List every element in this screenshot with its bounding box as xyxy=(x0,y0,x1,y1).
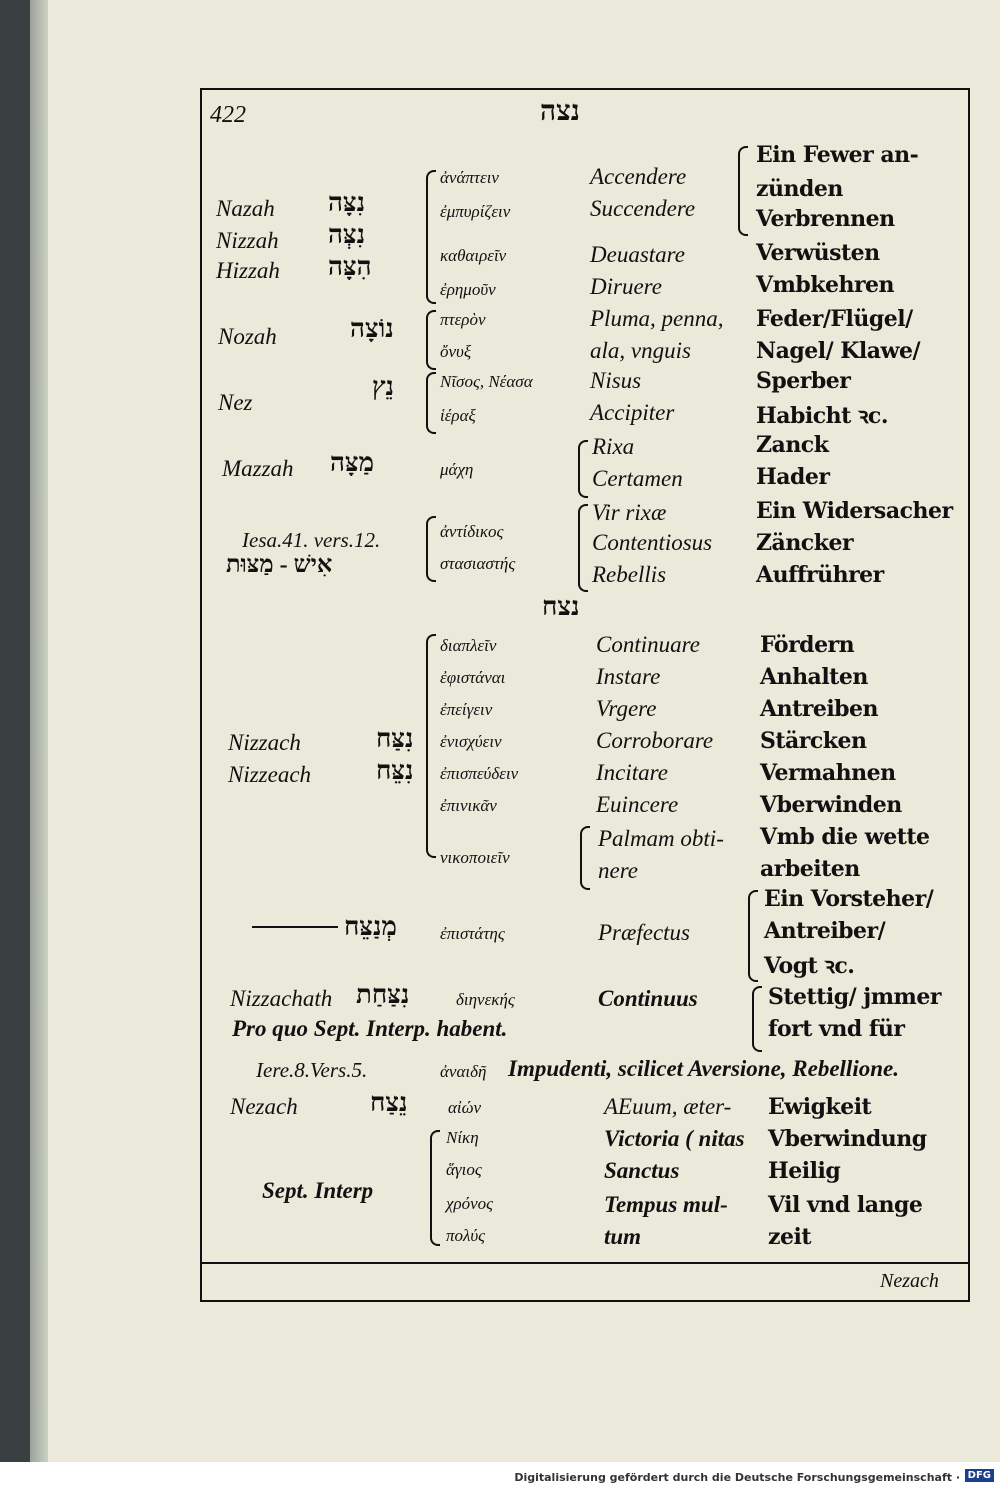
hebrew-word: נִצָּה xyxy=(328,188,366,217)
german-word: zünden xyxy=(756,176,843,202)
brace xyxy=(580,826,590,890)
hebrew-word: הִצָּה xyxy=(328,252,372,281)
footer-credit: Digitalisierung gefördert durch die Deutsche Forschungsgemeinschaft · xyxy=(514,1471,960,1484)
german-word: Vmbkehren xyxy=(756,272,895,298)
greek-word: καθαιρεῖν xyxy=(440,246,507,265)
brace xyxy=(748,890,758,982)
latin-word: nere xyxy=(598,858,639,883)
note-line: Pro quo Sept. Interp. habent. xyxy=(232,1016,508,1041)
greek-word: πολύς xyxy=(446,1226,486,1245)
hebrew-word: נִצֵּח xyxy=(376,756,414,785)
greek-word: ὄνυξ xyxy=(440,342,472,361)
section-heading: נצח xyxy=(542,592,580,621)
translit: Nizzach xyxy=(228,730,301,755)
german-word: Zäncker xyxy=(756,530,854,556)
bottom-rule xyxy=(200,1262,968,1264)
latin-word: Euincere xyxy=(596,792,679,817)
greek-word: Νίκη xyxy=(446,1128,479,1147)
latin-word: Diruere xyxy=(590,274,662,299)
german-word: Vil vnd lange xyxy=(768,1192,923,1218)
footer-bar xyxy=(0,1462,1000,1492)
german-word: Vberwinden xyxy=(760,792,902,818)
brace xyxy=(578,440,588,498)
hebrew-word: מְנַצֵּח xyxy=(344,912,397,941)
brace xyxy=(738,146,748,236)
header-hebrew: נצה xyxy=(540,96,580,127)
translit: Hizzah xyxy=(216,258,280,283)
german-word: Antreiben xyxy=(760,696,879,722)
latin-word: Tempus mul- xyxy=(604,1192,728,1217)
brace xyxy=(430,1130,440,1246)
latin-word: Certamen xyxy=(592,466,683,491)
latin-word: Accendere xyxy=(590,164,687,189)
german-word: Ewigkeit xyxy=(768,1094,872,1120)
german-word: fort vnd für xyxy=(768,1016,905,1042)
greek-word: νικοποιεῖν xyxy=(440,848,510,867)
latin-word: Sanctus xyxy=(604,1158,680,1183)
latin-word: AEuum, æter- xyxy=(604,1094,732,1119)
german-word: Hader xyxy=(756,464,830,490)
greek-word: χρόνος xyxy=(446,1194,494,1213)
brace xyxy=(426,170,436,304)
latin-word: Continuare xyxy=(596,632,700,657)
greek-word: πτερὸν xyxy=(440,310,486,329)
translit: Nazah xyxy=(216,196,275,221)
greek-word: ἐρημοῦν xyxy=(440,280,496,299)
brace xyxy=(426,516,436,582)
german-word: Stettig/ jmmer xyxy=(768,984,941,1010)
brace xyxy=(752,986,762,1052)
translit: Nizzeach xyxy=(228,762,312,787)
greek-word: διηνεκής xyxy=(456,990,515,1009)
german-word: Ein Vorsteher/ xyxy=(764,886,934,912)
greek-word: ἐπείγειν xyxy=(440,700,493,719)
german-word: Sperber xyxy=(756,368,851,394)
hebrew-word: נִצַּח xyxy=(376,724,414,753)
german-word: Vberwindung xyxy=(768,1126,927,1152)
sept-label: Sept. Interp xyxy=(262,1178,374,1203)
dash-rule xyxy=(252,926,338,928)
german-word: Zanck xyxy=(756,432,829,458)
catchword: Nezach xyxy=(880,1270,939,1292)
greek-word: ἅγιος xyxy=(446,1160,482,1179)
translit: Nezach xyxy=(230,1094,298,1119)
scan-left-edge xyxy=(0,0,30,1462)
translit: Nez xyxy=(218,390,253,415)
greek-word: διαπλεῖν xyxy=(440,636,497,655)
german-word: Habicht ꝛc. xyxy=(756,403,888,429)
latin-word: Nisus xyxy=(590,368,642,393)
latin-word: Corroborare xyxy=(596,728,714,753)
german-word: Antreiber/ xyxy=(764,918,886,944)
german-word: Verwüsten xyxy=(756,240,880,266)
latin-word: Rebellis xyxy=(592,562,667,587)
german-word: Vmb die wette xyxy=(760,824,930,850)
latin-word: Accipiter xyxy=(590,400,675,425)
greek-word: ἐπινικᾶν xyxy=(440,796,497,815)
german-word: Stärcken xyxy=(760,728,867,754)
greek-word: αἰών xyxy=(448,1098,482,1117)
latin-word: Palmam obti- xyxy=(598,826,724,851)
greek-word: ἀναιδῆ xyxy=(440,1062,487,1081)
hebrew-word: מַצָּה xyxy=(330,448,374,477)
brace xyxy=(426,372,436,434)
german-word: Vermahnen xyxy=(760,760,896,786)
latin-word: Rixa xyxy=(592,434,635,459)
german-word: Feder/Flügel/ xyxy=(756,306,913,332)
latin-word: Incitare xyxy=(596,760,668,785)
hebrew-word: נִצַּחַת xyxy=(356,980,410,1009)
latin-word: Instare xyxy=(596,664,661,689)
translit: Nizzachath xyxy=(230,986,333,1011)
brace xyxy=(426,634,436,858)
latin-word: tum xyxy=(604,1224,642,1249)
hebrew-phrase: אִישׁ - מַצּוּת xyxy=(226,552,333,578)
hebrew-word: נֵצַח xyxy=(370,1088,408,1117)
reference: Iere.8.Vers.5. xyxy=(256,1058,368,1082)
greek-word: ἐπισπεύδειν xyxy=(440,764,519,783)
german-word: arbeiten xyxy=(760,856,860,882)
reference: Iesa.41. vers.12. xyxy=(242,528,381,552)
dfg-logo: DFG xyxy=(965,1469,994,1482)
page-number: 422 xyxy=(210,102,246,128)
german-word: Anhalten xyxy=(760,664,868,690)
brace xyxy=(426,310,436,370)
german-word: Verbrennen xyxy=(756,206,895,232)
latin-word: Vrgere xyxy=(596,696,657,721)
german-word: Fördern xyxy=(760,632,855,658)
translit: Mazzah xyxy=(222,456,294,481)
greek-word: ἀντίδικος xyxy=(440,522,504,541)
german-word: Nagel/ Klawe/ xyxy=(756,338,920,364)
german-word: Ein Widersacher xyxy=(756,498,953,524)
greek-word: ἐφιστάναι xyxy=(440,668,506,687)
german-word: Ein Fewer an- xyxy=(756,142,919,168)
latin-word: Vir rixæ xyxy=(592,500,667,525)
hebrew-word: נֵץ xyxy=(372,372,395,401)
german-word: Vogt ꝛc. xyxy=(764,953,855,979)
latin-word: Continuus xyxy=(598,986,698,1011)
latin-word: Præfectus xyxy=(598,920,690,945)
latin-word: Deuastare xyxy=(590,242,685,267)
greek-word: στασιαστής xyxy=(440,554,516,573)
greek-word: ἱέραξ xyxy=(440,406,476,425)
brace xyxy=(578,504,588,592)
german-word: Heilig xyxy=(768,1158,841,1184)
greek-word: Νῖσος, Νέασα xyxy=(440,372,533,391)
latin-word: ala, vnguis xyxy=(590,338,691,363)
hebrew-word: נוֹצָה xyxy=(350,314,394,343)
latin-word: Contentiosus xyxy=(592,530,713,555)
greek-word: μάχη xyxy=(440,460,474,479)
latin-word: Victoria ( nitas xyxy=(604,1126,745,1151)
greek-word: ἐνισχύειν xyxy=(440,732,502,751)
latin-phrase: Impudenti, scilicet Aversione, Rebellione. xyxy=(508,1056,899,1081)
translit: Nizzah xyxy=(216,228,279,253)
greek-word: ἐμπυρίζειν xyxy=(440,202,511,221)
german-word: zeit xyxy=(768,1224,812,1250)
german-word: Auffrührer xyxy=(756,562,884,588)
hebrew-word: נִצְּה xyxy=(328,220,366,249)
greek-word: ἀνάπτειν xyxy=(440,168,499,187)
translit: Nozah xyxy=(218,324,277,349)
greek-word: ἐπιστάτης xyxy=(440,924,505,943)
latin-word: Succendere xyxy=(590,196,696,221)
latin-word: Pluma, penna, xyxy=(590,306,724,331)
